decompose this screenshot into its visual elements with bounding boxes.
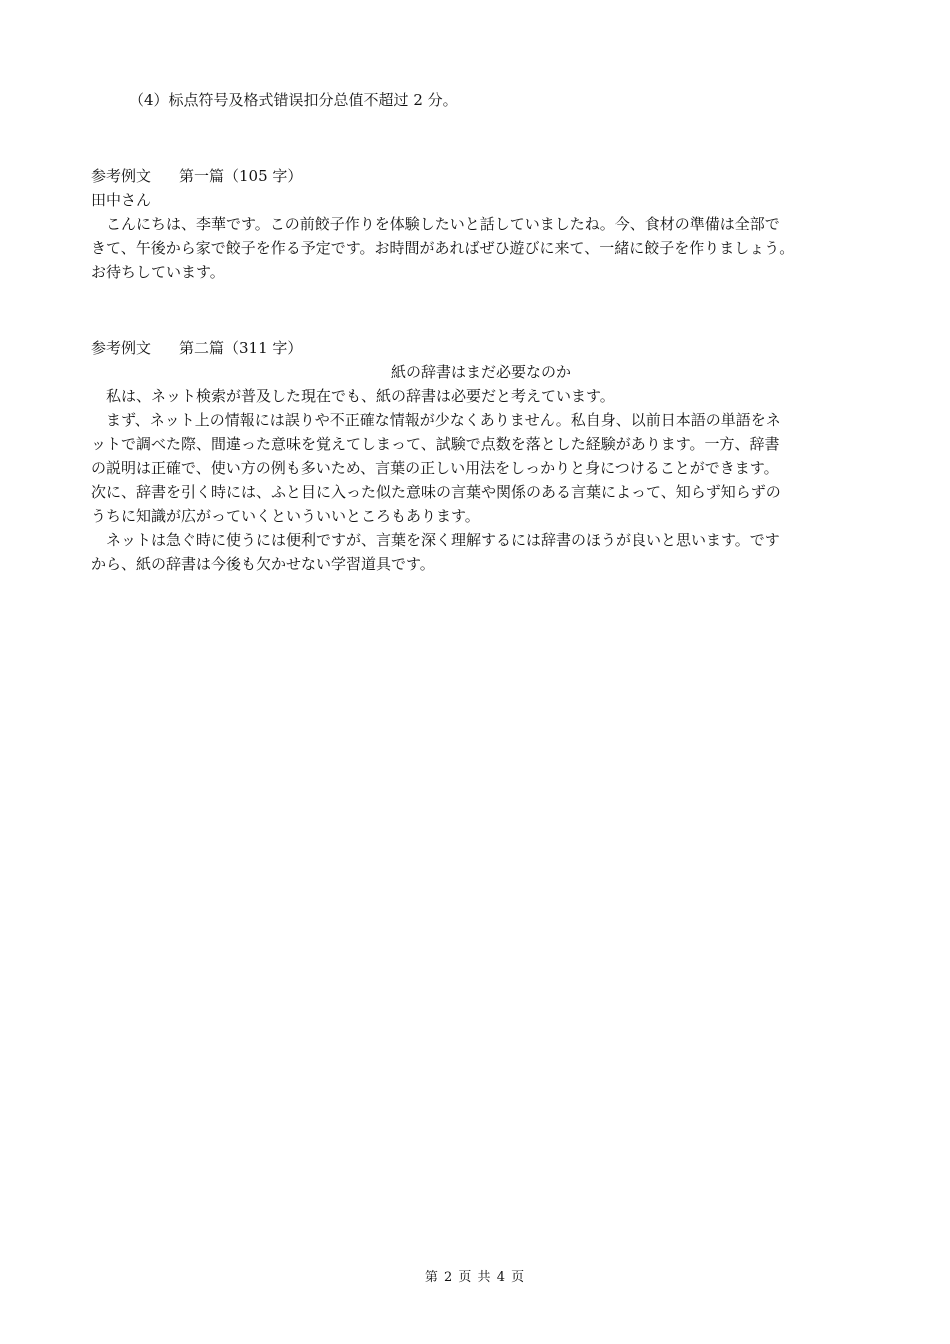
essay-line: まず、ネット上の情報には誤りや不正確な情報が少なくありません。私自身、以前日本語の単語をネ [106,411,781,429]
sample-1-line: お待ちしています。 [91,263,225,281]
essay-line: うちに知識が広がっていくといういいところもあります。 [91,507,480,525]
essay-line: ットで調べた際、間違った意味を覚えてしまって、試験で点数を落とした経験があります。一方、辞書 [91,435,780,453]
page-number-footer: 第 2 页 共 4 页 [424,1270,526,1285]
sample-essay-1 [91,164,863,284]
essay-line: の説明は正確で、使い方の例も多いため、言葉の正しい用法をしっかりと身につけることができます。 [91,459,779,477]
essay-title: 紙の辞書はまだ必要なのか [390,363,571,381]
essay-line: から、紙の辞書は今後も欠かせない学習道具です。 [91,555,435,573]
page-content [91,88,863,576]
essay-line: 次に、辞書を引く時には、ふと目に入った似た意味の言葉や関係のある言葉によって、知らず知らずの [91,483,781,501]
sample-1-heading [91,164,863,188]
sample-1-line: きて、午後から家で餃子を作る予定です。お時間があればぜひ遊びに来て、一緒に餃子を作りましょう。 [91,239,795,257]
sample-2-label: 参考例文 [91,339,152,357]
sample-1-title: 第一篇（105 字） [179,167,303,185]
sample-1-salutation: 田中さん [91,191,152,209]
essay-line: ネットは急ぐ時に使うには便利ですが、言葉を深く理解するには辞書のほうが良いと思います。です [106,531,780,549]
sample-2-heading [91,336,863,360]
sample-essay-2 [91,336,863,576]
scoring-rule-note: （4）标点符号及格式错误扣分总值不超过 2 分。 [129,91,458,109]
sample-1-line: こんにちは、李華です。この前餃子作りを体験したいと話していましたね。今、食材の準備は全部で [106,215,780,233]
essay-line: 私は、ネット検索が普及した現在でも、紙の辞書は必要だと考えています。 [106,387,615,405]
sample-2-title: 第二篇（311 字） [179,339,303,357]
sample-1-label: 参考例文 [91,167,152,185]
